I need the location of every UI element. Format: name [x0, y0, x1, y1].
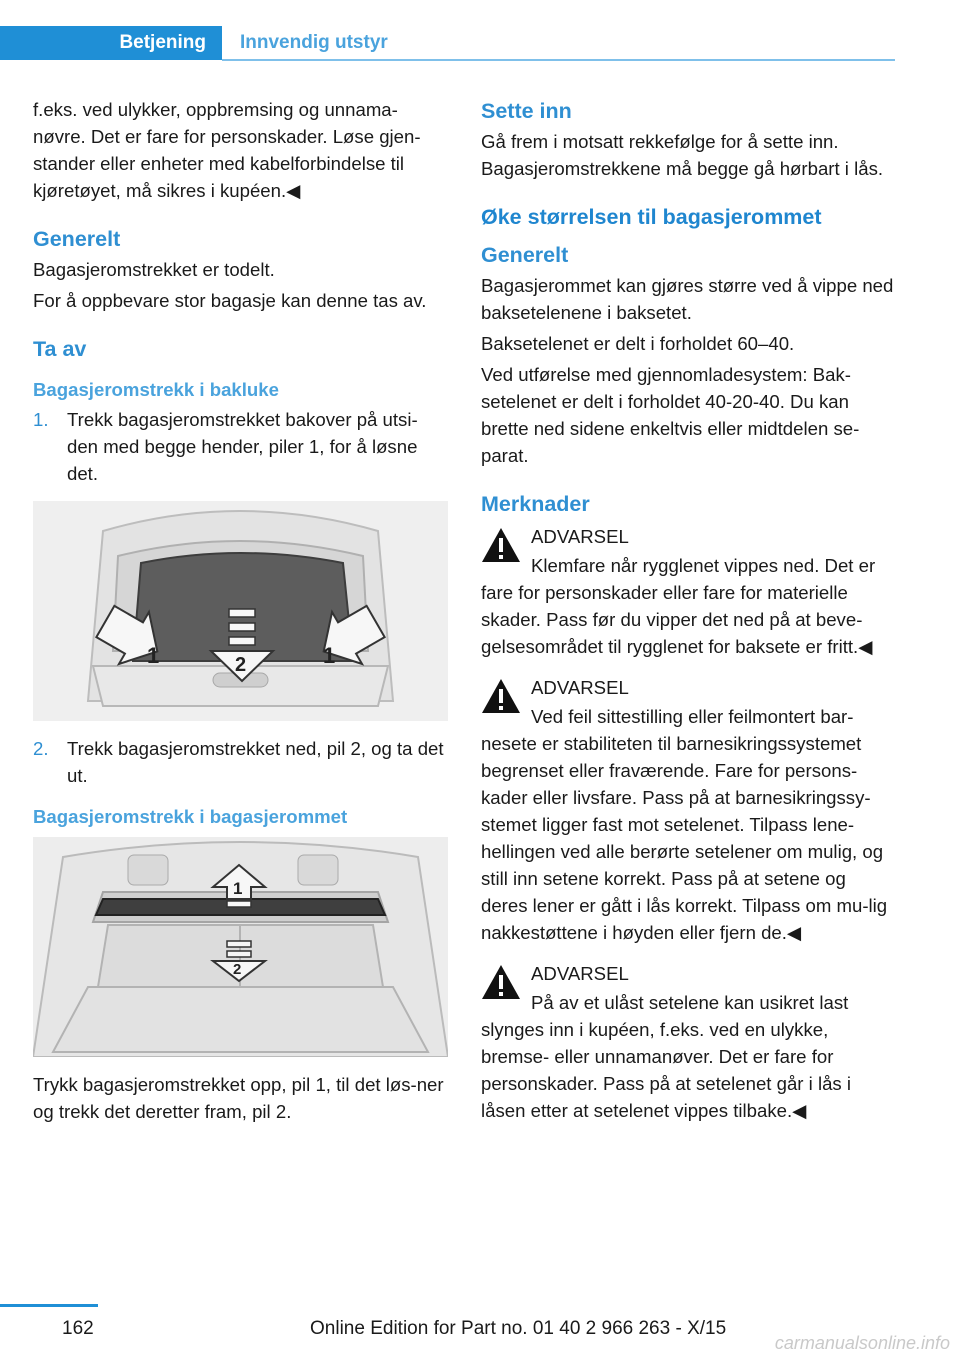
header-tabbar — [0, 26, 895, 62]
section-ta-av-title: Ta av — [33, 337, 87, 361]
figure-bagasjerom — [33, 837, 448, 1057]
fig2-label-1: 1 — [233, 879, 243, 898]
right-column — [481, 96, 896, 1124]
generelt-right-paragraph-2: Baksetelenet er delt i forholdet 60–40. — [481, 333, 795, 354]
warning-triangle-icon — [481, 678, 521, 714]
fig2-label-2: 2 — [233, 961, 242, 978]
generelt-paragraph-2: For å oppbevare stor bagasje kan denne tas av. — [33, 290, 427, 311]
generelt-paragraph-1: Bagasjeromstrekket er todelt. — [33, 259, 275, 280]
page-number: 162 — [62, 1318, 94, 1339]
header-divider — [222, 59, 895, 61]
cargo-area-illustration — [33, 837, 448, 1057]
subsection-bakluke-title: Bagasjeromstrekk i bakluke — [33, 379, 279, 400]
fig1-label-2: 2 — [235, 654, 247, 676]
sette-inn-text: Gå frem i motsatt rekkefølge for å sette inn. Bagasjeromstrekkene må begge gå hørbart i lås. — [481, 131, 884, 179]
subsection-bagasjerom-title: Bagasjeromstrekk i bagasjerommet — [33, 806, 348, 827]
step-1 — [33, 406, 448, 487]
section-generelt-title: Generelt — [33, 227, 121, 251]
step-2-number: 2. — [33, 738, 49, 759]
step-1-text: Trekk bagasjeromstrekket bakover på utsi‐den med begge hender, piler 1, for å løsne det. — [67, 409, 418, 484]
tailgate-illustration — [33, 501, 448, 721]
warning-3-title: ADVARSEL — [531, 963, 629, 984]
online-edition-text: Online Edition for Part no. 01 40 2 966 263 - X/15 — [310, 1318, 727, 1339]
steps-list — [33, 406, 448, 487]
bagasjerom-instruction: Trykk bagasjeromstrekket opp, pil 1, til det løs‐ner og trekk det deretter fram, pil 2. — [33, 1074, 444, 1122]
warning-triangle-icon — [481, 527, 521, 563]
generelt-right-paragraph-1: Bagasjerommet kan gjøres større ved å vippe ned baksetelenene i baksetet. — [481, 275, 894, 323]
fig1-label-1a: 1 — [147, 643, 160, 668]
step-2 — [33, 735, 448, 789]
fig1-label-1b: 1 — [323, 643, 336, 668]
warning-2-title: ADVARSEL — [531, 677, 629, 698]
steps-list-2 — [33, 735, 448, 789]
step-2-text: Trekk bagasjeromstrekket ned, pil 2, og ta det ut. — [67, 738, 444, 786]
warning-1-text: Klemfare når rygglenet vippes ned. Det er fare for personskader eller fare for materielle skader. Pass før du vipper det ned på at beve‐gelsesområdet til rygglenet for baksete er fritt.◀ — [481, 555, 876, 657]
warning-1-title: ADVARSEL — [531, 526, 629, 547]
figure-bakluke — [33, 501, 448, 721]
section-generelt-right-title: Generelt — [481, 243, 569, 267]
warning-1 — [481, 523, 896, 660]
intro-text: f.eks. ved ulykker, oppbremsing og unnama‐nøvre. Det er fare for personskader. Løse gjen‐stander eller enheter med kabelforbindelse til kjøretøyet, må sikres i kupéen.◀ — [33, 99, 421, 201]
footer-divider — [0, 1304, 98, 1307]
generelt-right-paragraph-3: Ved utførelse med gjennomladesystem: Bak‐setelenet er delt i forholdet 40-20-40. Du kan brette ned sidene enkeltvis eller midtdelen se‐parat. — [481, 364, 860, 466]
warning-3 — [481, 960, 896, 1124]
warning-3-text: På av et ulåst setelene kan usikret last slynges inn i kupéen, f.eks. ved en ulykke, bremse- eller unnamanøver. Det er fare for personskader. Pass på at setelenet går i lås i låsen etter at setelenet vippes tilbake.◀ — [481, 992, 852, 1121]
watermark: carmanualsonline.info — [774, 1333, 950, 1353]
tab-betjening[interactable]: Betjening — [0, 26, 222, 60]
section-merknader-title: Merknader — [481, 492, 590, 516]
warning-2-text: Ved feil sittestilling eller feilmontert bar‐nesete er stabiliteten til barnesikringssystemet begrenset eller fraværende. Fare for persons‐kader eller livsfare. Pass på at barnesikringssy‐stemet ligger fast mot setelenet. Tilpass lene‐hellingen ved alle berørte setelener om mulig, og still inn setene korrekt. Pass på at setene og deres lener er gått i lås korrekt. Tilpass om mu‐lig nakkestøttene i høyden eller fjern de.◀ — [481, 706, 888, 943]
section-sette-inn-title: Sette inn — [481, 99, 572, 123]
warning-triangle-icon — [481, 964, 521, 1000]
step-1-number: 1. — [33, 409, 49, 430]
left-column — [33, 96, 448, 1129]
tab-innvendig-utstyr[interactable]: Innvendig utstyr — [240, 32, 388, 53]
warning-2 — [481, 674, 896, 946]
chapter-oke-storrelsen-title: Øke størrelsen til bagasjerommet — [481, 205, 822, 229]
